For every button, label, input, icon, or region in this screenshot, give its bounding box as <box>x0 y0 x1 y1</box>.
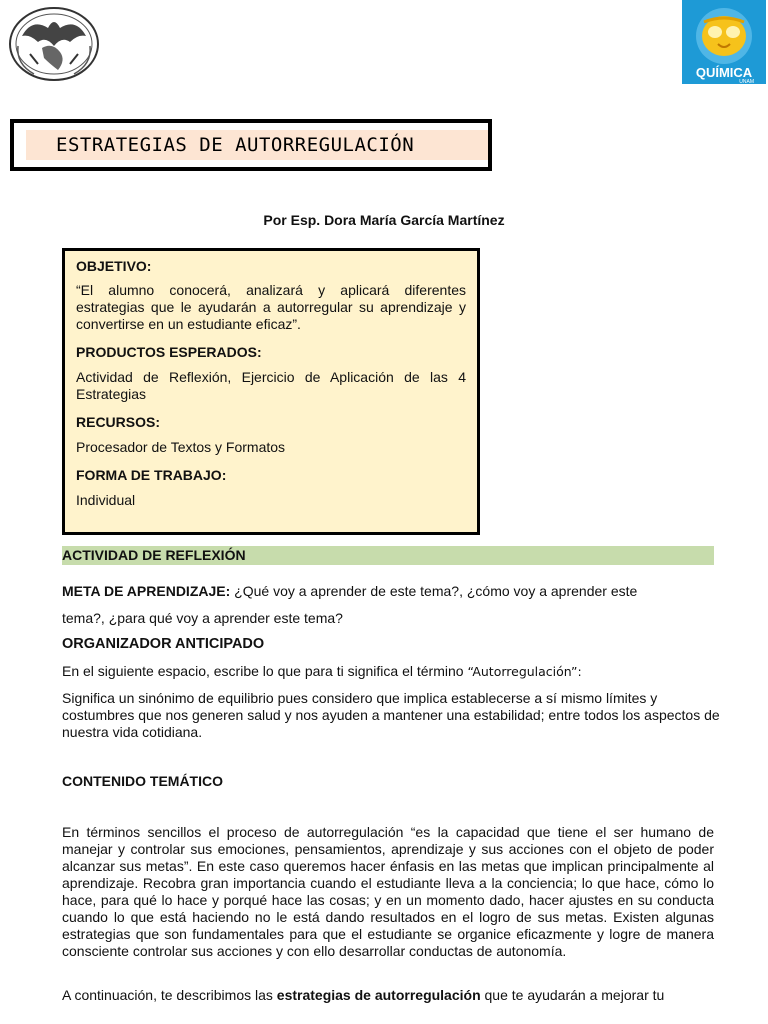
recursos-label: RECURSOS: <box>76 414 161 430</box>
objectives-box <box>62 248 480 535</box>
last-line-a: A continuación, te describimos las <box>62 987 277 1003</box>
forma-text: Individual <box>76 492 136 508</box>
organizador-prompt-a: En el siguiente espacio, escribe lo que para ti significa el término <box>62 663 468 679</box>
last-line-c: que te ayudarán a mejorar tu <box>480 987 665 1003</box>
meta-line-1 <box>62 583 714 600</box>
quimica-logo <box>682 0 766 84</box>
last-line-b: estrategias de autorregulación <box>276 987 481 1003</box>
organizador-heading: ORGANIZADOR ANTICIPADO <box>62 636 265 652</box>
meta-text-1: ¿Qué voy a aprender de este tema?, ¿cómo voy a aprender este <box>230 583 638 599</box>
recursos-text: Procesador de Textos y Formatos <box>76 439 286 455</box>
unam-seal-icon <box>8 6 100 82</box>
meta-line-2: tema?, ¿para qué voy a aprender este tema? <box>62 610 343 626</box>
page-title: ESTRATEGIAS DE AUTORREGULACIÓN <box>26 130 488 160</box>
organizador-prompt <box>62 663 714 680</box>
productos-text: Actividad de Reflexión, Ejercicio de Aplicación de las 4 Estrategias <box>76 369 466 402</box>
forma-label: FORMA DE TRABAJO: <box>76 467 227 483</box>
contenido-paragraph: En términos sencillos el proceso de autorregulación “es la capacidad que tiene el ser humano de manejar y controlar sus emociones, pensamientos, aprendizaje y sus acciones con el objeto de poder alcanzar sus metas”. En este caso queremos hacer énfasis en las metas que implican principalmente al aprendizaje. Recobra gran importancia cuando el estudiante lleva a la conciencia; lo que hace, cómo lo hace, para qué lo hace y porqué hace las cosas; y en un momento dado, hacer ajustes en su conducta cuando lo que está haciendo no le está dando resultados en el logro de sus metas. Existen algunas estrategias que son fundamentales para que el estudiante se organice eficazmente y logre de manera consciente controlar sus acciones y con ello desarrollar conductas de autonomía. <box>62 824 714 959</box>
author-line: Por Esp. Dora María García Martínez <box>263 212 505 228</box>
logo-subtext: UNAM <box>739 79 754 84</box>
organizador-prompt-b: “Autorregulación”: <box>467 664 582 679</box>
reflexion-heading: ACTIVIDAD DE REFLEXIÓN <box>62 546 714 565</box>
logo-text: QUÍMICA <box>695 65 753 80</box>
objetivo-label: OBJETIVO: <box>76 258 152 274</box>
productos-label: PRODUCTOS ESPERADOS: <box>76 344 262 360</box>
title-frame <box>10 119 492 171</box>
contenido-heading: CONTENIDO TEMÁTICO <box>62 773 223 789</box>
contenido-last-line <box>62 987 714 1004</box>
meta-label: META DE APRENDIZAJE: <box>62 583 231 599</box>
reflexion-respuesta: Significa un sinónimo de equilibrio pues considero que implica establecerse a sí mismo límites y costumbres que nos generen salud y nos ayuden a mantener una estabilidad; entre todos los aspectos de nuestra vida cotidiana. <box>62 690 720 740</box>
objetivo-text: “El alumno conocerá, analizará y aplicará diferentes estrategias que le ayudarán a autorregular su aprendizaje y convertirse en un estudiante eficaz”. <box>76 282 466 332</box>
